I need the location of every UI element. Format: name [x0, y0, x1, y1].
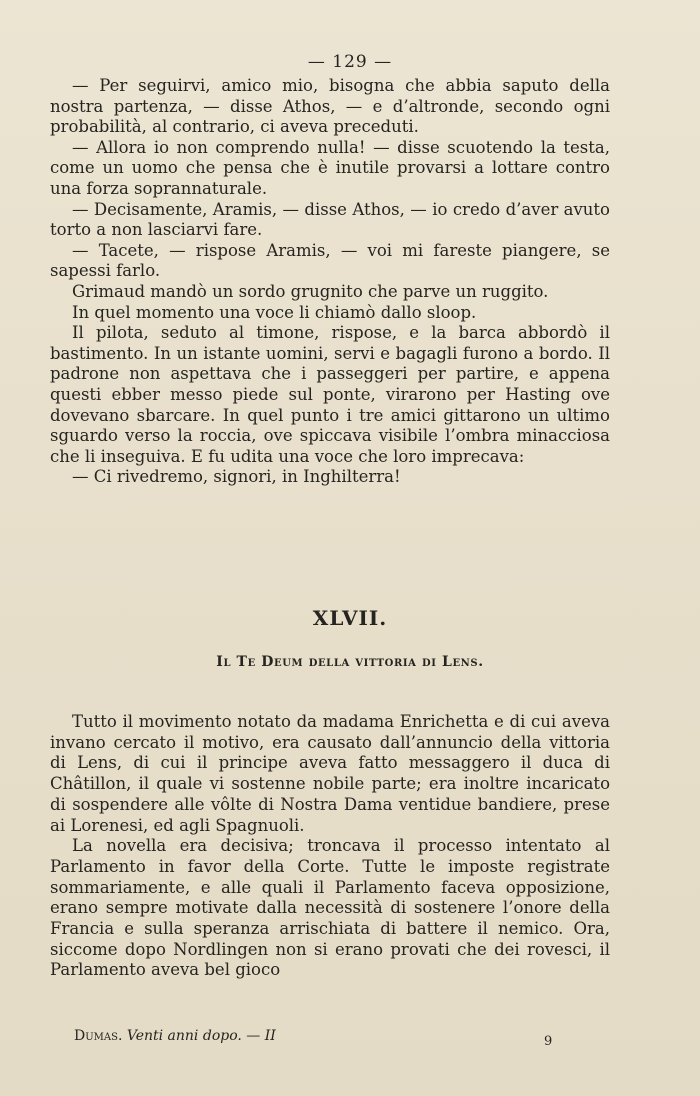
signature-mark: 9	[544, 1034, 553, 1049]
top-text-block	[50, 76, 610, 488]
paragraph: — Per seguirvi, amico mio, bisogna che abbia saputo della nostra partenza, — disse Athos, — e d’altronde, secondo ogni probabilità, al contrario, ci aveva preceduti.	[50, 76, 610, 137]
chapter-title: Il Te Deum della vittoria di Lens.	[216, 654, 484, 670]
paragraph: In quel momento una voce li chiamò dallo sloop.	[72, 302, 477, 322]
chapter-number: XLVII.	[312, 606, 388, 630]
paragraph: Il pilota, seduto al timone, rispose, e la barca abbordò il bastimento. In un istante uomini, servi e bagagli furono a bordo. Il padrone non aspettava che i passeggeri per partire, e appena questi ebber messo piede sul ponte, virarono per Hasting ove dovevano sbarcare. In quel punto i tre amici gittarono un ultimo sguardo verso la roccia, ove spiccava visibile l’ombra minacciosa che li inseguiva. E fu udita una voce che loro imprecava:	[50, 323, 610, 466]
paragraph: Tutto il movimento notato da madama Enrichetta e di cui aveva invano cercato il motivo, era causato dall’annuncio della vittoria di Lens, di cui il principe aveva fatto messaggero il duca di Châtillon, il quale vi sostenne nobile parte; era inoltre incaricato di sospendere alle vôlte di Nostra Dama ventidue bandiere, prese ai Lorenesi, ed agli Spagnuoli.	[50, 712, 610, 835]
paragraph: — Allora io non comprendo nulla! — disse scuotendo la testa, come un uomo che pensa che è inutile provarsi a lottare contro una forza soprannaturale.	[50, 137, 610, 198]
footer-author: Dumas.	[74, 1028, 123, 1044]
paragraph: — Ci rivedremo, signori, in Inghilterra!	[72, 467, 401, 487]
paragraph: La novella era decisiva; troncava il processo intentato al Parlamento in favor della Corte. Tutte le imposte registrate sommariamente, e alle quali il Parlamento faceva opposizione, erano sempre motivate dalla necessità di sostenere l’onore della Francia e sulla speranza arrischiata di battere il nemico. Ora, siccome dopo Nordlingen non si erano provati che dei rovesci, il Parlamento aveva bel gioco	[50, 836, 610, 980]
paragraph: — Decisamente, Aramis, — disse Athos, — io credo d’aver avuto torto a non lasciarvi fare.	[50, 199, 610, 240]
bottom-text-block	[50, 712, 610, 981]
footer-citation	[74, 1028, 276, 1044]
footer-work-title: Venti anni dopo. — II	[126, 1028, 276, 1044]
paragraph: Grimaud mandò un sordo grugnito che parve un ruggito.	[72, 281, 549, 301]
page-number: — 129 —	[307, 52, 393, 72]
paragraph: — Tacete, — rispose Aramis, — voi mi fareste piangere, se sapessi farlo.	[50, 240, 610, 281]
